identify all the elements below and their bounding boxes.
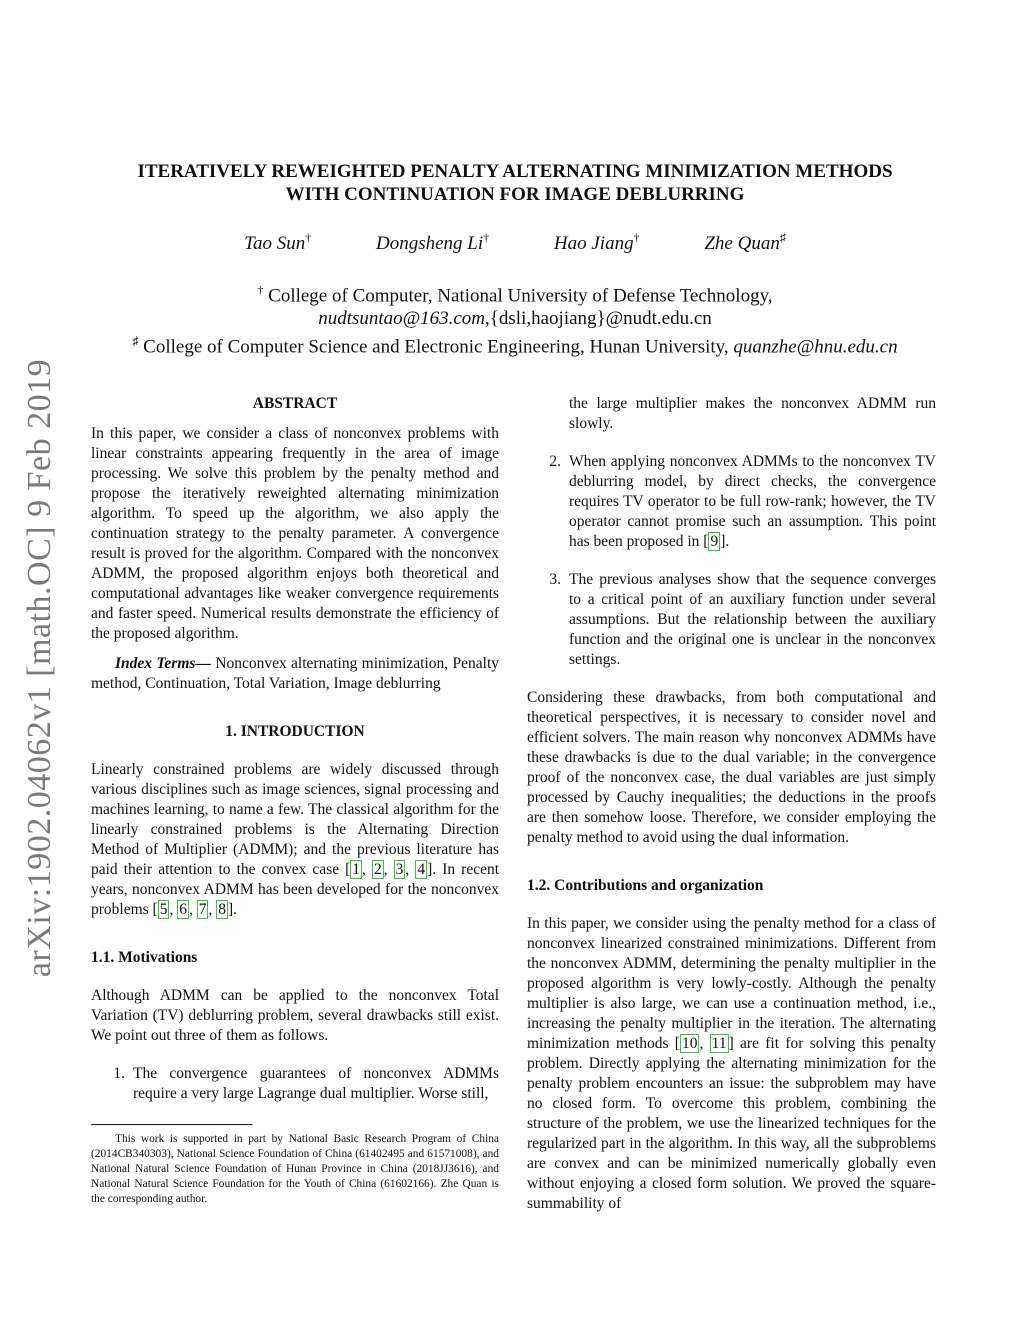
item-text: The convergence guarantees of nonconvex ADMMs require a very large Lagrange dual multiplier. Worse still,	[133, 1065, 499, 1102]
author-name: Dongsheng Li	[376, 233, 484, 255]
affiliation-line-2	[60, 307, 970, 330]
item-text	[569, 452, 936, 552]
item-number: 3.	[549, 571, 561, 588]
affiliation-mark: ♯	[779, 231, 786, 245]
introduction-paragraph: Linearly constrained problems are widely discussed through various disciplines such as image sciences, signal processing and machines learning, to name a few. The classical algorithm for the linearly constrained problems is the Alternating Direction Method of Multiplier (ADMM); and the previous literature has paid their attention to the convex case [ 1 , 2 , 3 , 4 ]. In recent years, nonconvex ADMM has been developed for the nonconvex problems [ 5 , 6 , 7 , 8 ].	[91, 761, 500, 918]
item-text: The previous analyses show that the sequence converges to a critical point of an auxiliary function under several assumptions. But the relationship between the auxiliary function and the original one is unclear in the nonconvex settings.	[569, 571, 936, 668]
paper-title	[90, 160, 940, 206]
author-3	[554, 233, 640, 254]
footnote-text: This work is supported in part by National Basic Research Program of China (2014CB340303), National Science Foundation of China (61402495 and 61571008), and National Natural Science Foundation of Hunan Province in China (2018JJ3616), and National Natural Science Foundation for the Youth of China (61602166). Zhe Quan is the corresponding author.	[91, 1133, 499, 1205]
affiliation-mark: †	[305, 231, 312, 245]
citation-link[interactable]: 3	[395, 861, 404, 878]
index-terms-label: Index Terms—	[115, 655, 211, 672]
footnote-rule	[91, 1124, 253, 1126]
affiliation-text: College of Computer, National University of Defense Technology,	[263, 285, 773, 307]
abstract-heading: ABSTRACT	[252, 395, 338, 412]
motivations-heading: 1.1. Motivations	[91, 949, 198, 966]
footnote	[91, 1124, 499, 1207]
author-2	[376, 233, 489, 254]
motivations-intro: Although ADMM can be applied to the nonconvex Total Variation (TV) deblurring problem, several drawbacks still exist. We point out three of them as follows.	[91, 987, 499, 1044]
affiliation-line-3	[60, 330, 970, 358]
motivation-item-1-continued: the large multiplier makes the nonconvex ADMM run slowly.	[569, 395, 936, 432]
affiliation-mark: †	[257, 283, 264, 297]
author-emails: ,{dsli,haojiang}@nudt.edu.cn	[485, 308, 712, 330]
item-number: 1.	[113, 1065, 125, 1082]
author-email: quanzhe@hnu.edu.cn	[733, 336, 898, 358]
citation-link[interactable]: 6	[179, 901, 187, 918]
affiliation-mark: †	[633, 231, 640, 245]
author-email: nudtsuntao@163.com	[318, 308, 486, 330]
citation-link[interactable]: 5	[159, 901, 168, 918]
author-name: Tao Sun	[244, 233, 306, 255]
introduction-heading: 1. INTRODUCTION	[225, 723, 365, 740]
intro-text: ]. In recent years, nonconvex ADMM has been developed for the nonconvex problems [	[91, 861, 500, 918]
index-terms	[91, 654, 499, 694]
item-text-body: When applying nonconvex ADMMs to the nonconvex TV deblurring model, by direct checks, the convergence requires TV operator to be full row-rank; however, the TV operator cannot promise such an assumption. This point has been proposed in [	[569, 453, 936, 550]
citation-link[interactable]: 2	[373, 861, 382, 878]
motivation-item-3	[527, 570, 936, 670]
right-column	[527, 394, 936, 1214]
left-column	[91, 394, 499, 1104]
citation-link[interactable]: 10	[681, 1035, 698, 1052]
affiliation-line-1	[60, 279, 970, 307]
motivation-item-1	[91, 1064, 499, 1104]
contributions-heading: 1.2. Contributions and organization	[527, 877, 764, 894]
citation-link[interactable]: 7	[198, 901, 207, 918]
contributions-paragraph: In this paper, we consider using the penalty method for a class of nonconvex linearized constrained minimizations. Different from the nonconvex ADMM, determining the penalty multiplier in the proposed algorithm is very lowly-costly. Although the penalty multiplier is also large, we can use a continuation method, i.e., increasing the penalty multiplier in the iteration. The alternating minimization methods [ 10 , 11 ] are fit for solving this penalty problem. Directly applying the alternating minimization for the penalty problem encounters an issue: the subproblem may have no closed form. To overcome this problem, combining the structure of the problem, we use the linearized techniques for the regularized part in the algorithm. In this way, all the subproblems are convex and can be minimized numerically globally even without enjoying a closed form solution. We proved the square-summability of	[527, 915, 937, 1212]
item-text-end: ].	[720, 533, 730, 550]
index-terms-text: Nonconvex alternating minimization, Penalty method, Continuation, Total Variation, Image deblurring	[91, 655, 499, 692]
affiliation-mark: ♯	[132, 334, 139, 349]
citation-link[interactable]: 4	[417, 861, 426, 878]
citation-link[interactable]: 1	[352, 861, 361, 878]
intro-text: Linearly constrained problems are widely discussed through various disciplines such as image sciences, signal processing and machines learning, to name a few. The classical algorithm for the linearly constrained problems is the Alternating Direction Method of Multiplier (ADMM); and the previous literature has paid their attention to the convex case [	[91, 761, 499, 878]
citation-link[interactable]: 8	[218, 901, 226, 918]
author-name: Zhe Quan	[704, 233, 780, 255]
item-number: 2.	[549, 453, 561, 470]
affiliation-mark: †	[483, 231, 490, 245]
motivations-conclusion: Considering these drawbacks, from both computational and theoretical perspectives, it is necessary to consider novel and efficient solvers. The main reason why nonconvex ADMMs have these drawbacks is due to the dual variable; in the convergence proof of the nonconvex case, the dual variables are just simply processed by Cauchy inequalities; the deductions in the proofs are then somehow loose. Therefore, we consider employing the penalty method to avoid using the dual information.	[527, 689, 936, 846]
arxiv-identifier: arXiv:1902.04062v1 [math.OC] 9 Feb 2019	[21, 358, 58, 978]
motivation-item-2	[527, 452, 936, 552]
citation-link[interactable]: 9	[710, 533, 719, 550]
author-list	[90, 231, 940, 255]
contrib-text: ] are fit for solving this penalty problem. Directly applying the alternating minimization for the penalty problem encounters an issue: the subproblem may have no closed form. To overcome this problem, combining the structure of the problem, we use the linearized techniques for the regularized part in the algorithm. In this way, all the subproblems are convex and can be minimized numerically globally even without enjoying a closed form solution. We proved the square-summability of	[527, 1035, 937, 1212]
affiliations	[60, 279, 970, 359]
author-1	[244, 233, 311, 254]
abstract-text: In this paper, we consider a class of nonconvex problems with linear constraints appearing frequently in the area of image processing. We solve this problem by the penalty method and propose the iteratively reweighted alternating minimization algorithm. To speed up the algorithm, we also apply the continuation strategy to the penalty parameter. A convergence result is proved for the algorithm. Compared with the nonconvex ADMM, the proposed algorithm enjoys both theoretical and computational advantages like weaker convergence requirements and faster speed. Numerical results demonstrate the efficiency of the proposed algorithm.	[91, 425, 499, 642]
contrib-text: In this paper, we consider using the penalty method for a class of nonconvex linearized constrained minimizations. Different from the nonconvex ADMM, determining the penalty multiplier in the proposed algorithm is very lowly-costly. Although the penalty multiplier is also large, we can use a continuation method, i.e., increasing the penalty multiplier in the iteration. The alternating minimization methods [	[527, 915, 936, 1052]
intro-text: ].	[227, 901, 238, 918]
author-name: Hao Jiang	[553, 233, 634, 255]
title-line-2: WITH CONTINUATION FOR IMAGE DEBLURRING	[285, 184, 745, 205]
citation-link[interactable]: 11	[711, 1035, 727, 1052]
affiliation-text: College of Computer Science and Electronic Engineering, Hunan University,	[138, 336, 734, 358]
title-line-1: ITERATIVELY REWEIGHTED PENALTY ALTERNATING MINIMIZATION METHODS	[137, 161, 893, 182]
author-4	[704, 233, 785, 254]
